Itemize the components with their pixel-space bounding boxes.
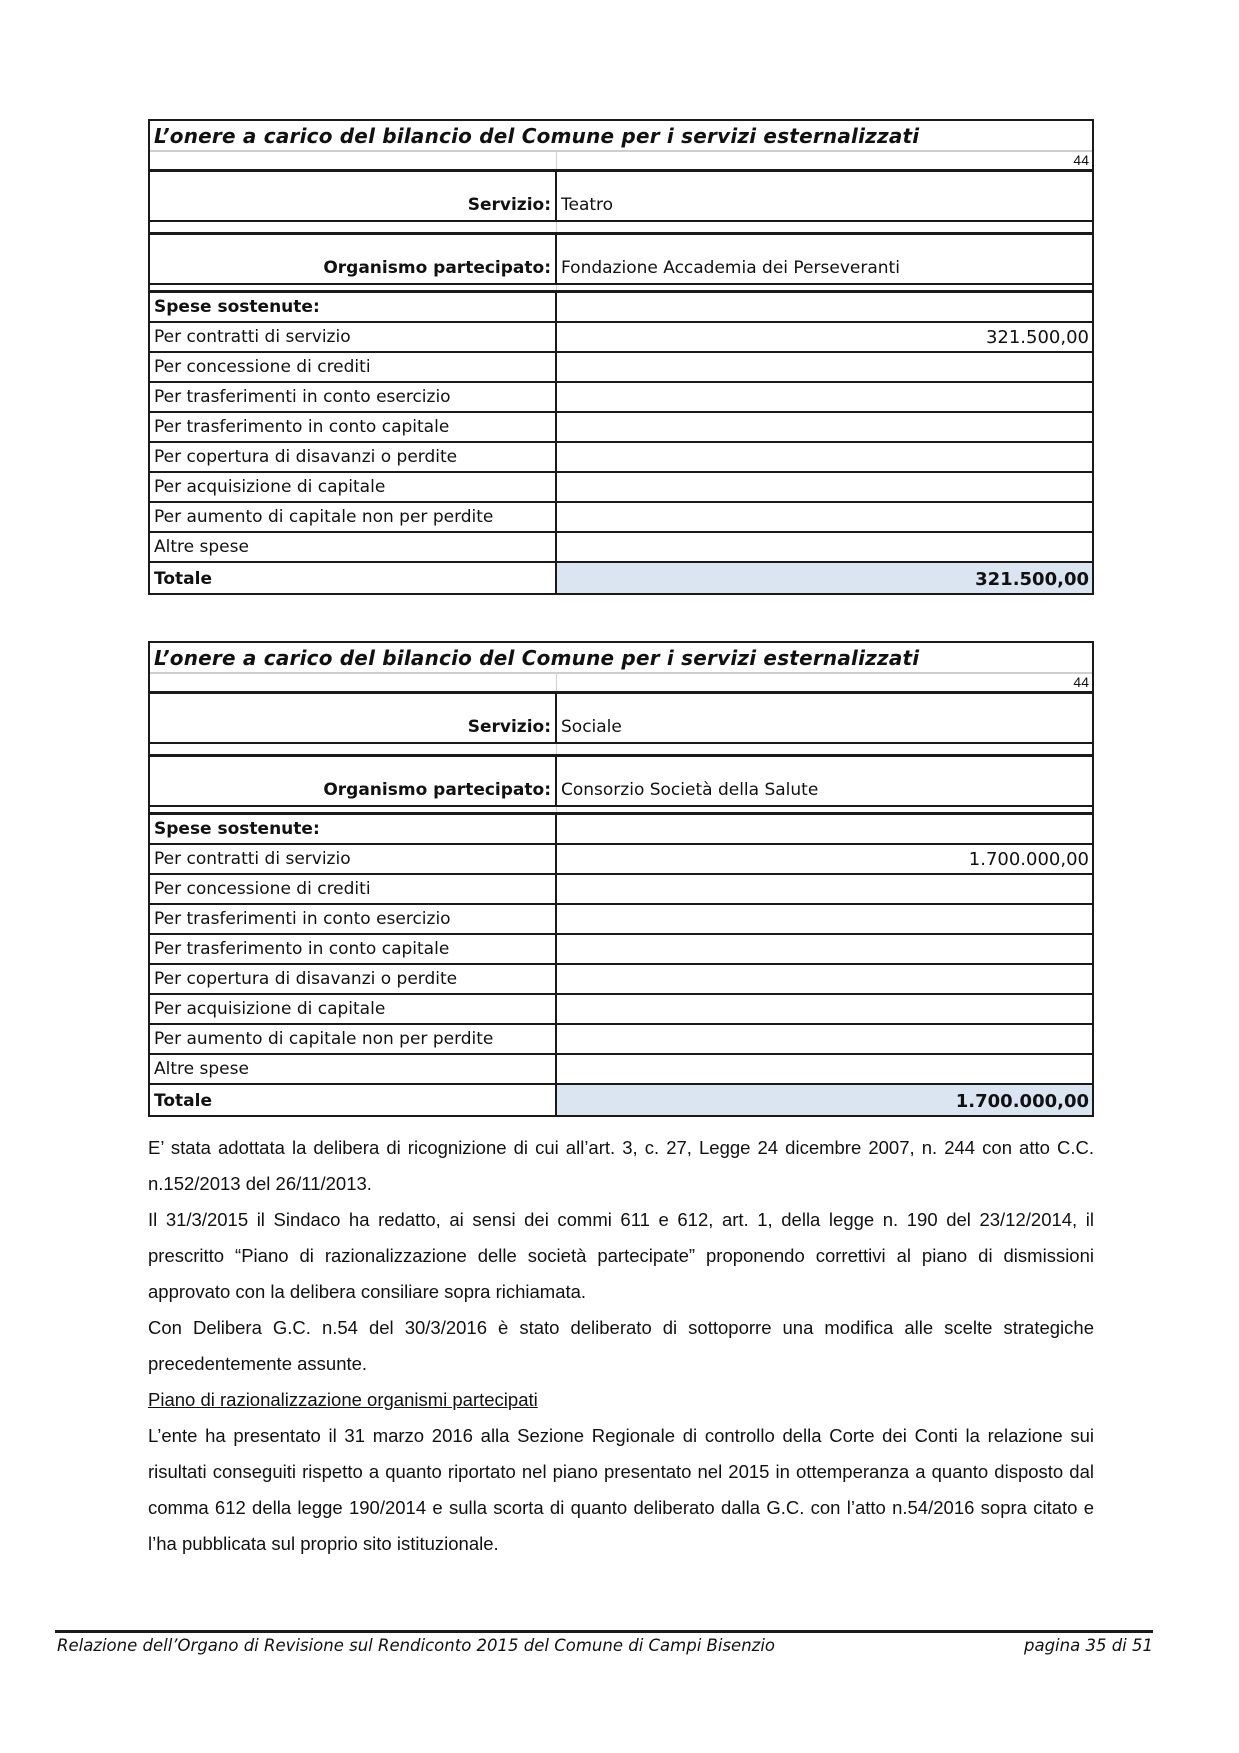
footer-document-title: Relazione dell’Organo di Revisione sul Rendiconto 2015 del Comune di Campi Bisenzio (57, 1636, 775, 1655)
row-label: Per contratti di servizio (150, 323, 557, 351)
row-label: Altre spese (150, 1055, 557, 1083)
spacer-row (150, 744, 1092, 757)
organization-row (150, 235, 1092, 285)
row-label: Per trasferimento in conto capitale (150, 935, 557, 963)
service-label: Servizio: (150, 694, 557, 742)
row-value (557, 473, 1092, 501)
table-row (150, 875, 1092, 905)
table-row (150, 323, 1092, 353)
table-title: L’onere a carico del bilancio del Comune per i servizi esternalizzati (154, 124, 920, 148)
service-row (150, 694, 1092, 744)
table-row (150, 383, 1092, 413)
table-title-row (150, 121, 1092, 152)
footer-divider (55, 1630, 1153, 1633)
row-label: Per trasferimenti in conto esercizio (150, 905, 557, 933)
row-value (557, 875, 1092, 903)
row-value: 1.700.000,00 (968, 849, 1089, 870)
service-label: Servizio: (150, 172, 557, 220)
row-value: 321.500,00 (985, 327, 1089, 348)
total-label: Totale (150, 563, 557, 593)
table-row (150, 995, 1092, 1025)
total-row (150, 1085, 1092, 1115)
body-text (148, 1130, 1094, 1562)
table-title: L’onere a carico del bilancio del Comune per i servizi esternalizzati (154, 646, 920, 670)
organization-label: Organismo partecipato: (150, 235, 557, 283)
cost-table-teatro (148, 119, 1094, 595)
total-row (150, 563, 1092, 593)
row-label: Per acquisizione di capitale (150, 995, 557, 1023)
service-row (150, 172, 1092, 222)
row-value (557, 413, 1092, 441)
paragraph: E’ stata adottata la delibera di ricognizione di cui all’art. 3, c. 27, Legge 24 dicembre 2007, n. 244 con atto C.C. n.152/2013 del 26/11/2013. (148, 1137, 1094, 1194)
table-row (150, 965, 1092, 995)
row-value (557, 443, 1092, 471)
table-row (150, 1025, 1092, 1055)
row-value (557, 533, 1092, 561)
row-label: Altre spese (150, 533, 557, 561)
organization-row (150, 757, 1092, 807)
row-value (557, 935, 1092, 963)
ref-number-row (150, 152, 1092, 172)
spacer-row (150, 807, 1092, 815)
table-row (150, 1055, 1092, 1085)
row-label: Per aumento di capitale non per perdite (150, 1025, 557, 1053)
table-row (150, 905, 1092, 935)
organization-value: Consorzio Società della Salute (561, 780, 819, 800)
spacer-row (150, 222, 1092, 235)
row-value (557, 503, 1092, 531)
table-row (150, 935, 1092, 965)
spacer-row (150, 285, 1092, 293)
expenses-header: Spese sostenute: (150, 815, 557, 843)
row-value (557, 1025, 1092, 1053)
organization-value: Fondazione Accademia dei Perseveranti (561, 258, 900, 278)
expenses-header-row (150, 815, 1092, 845)
row-value (557, 353, 1092, 381)
row-value (557, 965, 1092, 993)
paragraph: Con Delibera G.C. n.54 del 30/3/2016 è stato deliberato di sottoporre una modifica alle scelte strategiche precedentemente assunte. (148, 1317, 1094, 1374)
row-label: Per acquisizione di capitale (150, 473, 557, 501)
table-row (150, 413, 1092, 443)
row-value (557, 995, 1092, 1023)
service-value: Teatro (561, 195, 614, 215)
row-label: Per concessione di crediti (150, 875, 557, 903)
total-value: 1.700.000,00 (557, 1085, 1092, 1115)
row-label: Per aumento di capitale non per perdite (150, 503, 557, 531)
row-value (557, 383, 1092, 411)
organization-label: Organismo partecipato: (150, 757, 557, 805)
row-label: Per trasferimenti in conto esercizio (150, 383, 557, 411)
cost-table-sociale (148, 641, 1094, 1117)
table-row (150, 533, 1092, 563)
table-row (150, 353, 1092, 383)
row-label: Per contratti di servizio (150, 845, 557, 873)
table-title-row (150, 643, 1092, 674)
paragraph: L’ente ha presentato il 31 marzo 2016 alla Sezione Regionale di controllo della Corte dei Conti la relazione sui risultati conseguiti rispetto a quanto riportato nel piano presentato nel 2015 in ottemperanza a quanto disposto dal comma 612 della legge 190/2014 e sulla scorta di quanto deliberato dalla G.C. con l’atto n.54/2016 sopra citato e l’ha pubblicata sul proprio sito istituzionale. (148, 1425, 1094, 1554)
table-row (150, 503, 1092, 533)
expenses-header: Spese sostenute: (150, 293, 557, 321)
ref-number-row (150, 674, 1092, 694)
total-label: Totale (150, 1085, 557, 1115)
service-value: Sociale (561, 717, 622, 737)
row-value (557, 1055, 1092, 1083)
footer-page-number: pagina 35 di 51 (1024, 1636, 1153, 1655)
section-heading: Piano di razionalizzazione organismi partecipati (148, 1389, 538, 1410)
paragraph: Il 31/3/2015 il Sindaco ha redatto, ai sensi dei commi 611 e 612, art. 1, della legge n. 190 del 23/12/2014, il prescritto “Piano di razionalizzazione delle società partecipate” proponendo correttivi al piano di dismissioni approvato con la delibera consiliare sopra richiamata. (148, 1209, 1094, 1302)
table-row (150, 473, 1092, 503)
ref-number: 44 (1073, 674, 1089, 690)
total-value: 321.500,00 (557, 563, 1092, 593)
row-label: Per concessione di crediti (150, 353, 557, 381)
expenses-header-row (150, 293, 1092, 323)
row-value (557, 905, 1092, 933)
row-label: Per copertura di disavanzi o perdite (150, 443, 557, 471)
row-label: Per copertura di disavanzi o perdite (150, 965, 557, 993)
row-label: Per trasferimento in conto capitale (150, 413, 557, 441)
table-row (150, 443, 1092, 473)
ref-number: 44 (1073, 152, 1089, 168)
table-row (150, 845, 1092, 875)
